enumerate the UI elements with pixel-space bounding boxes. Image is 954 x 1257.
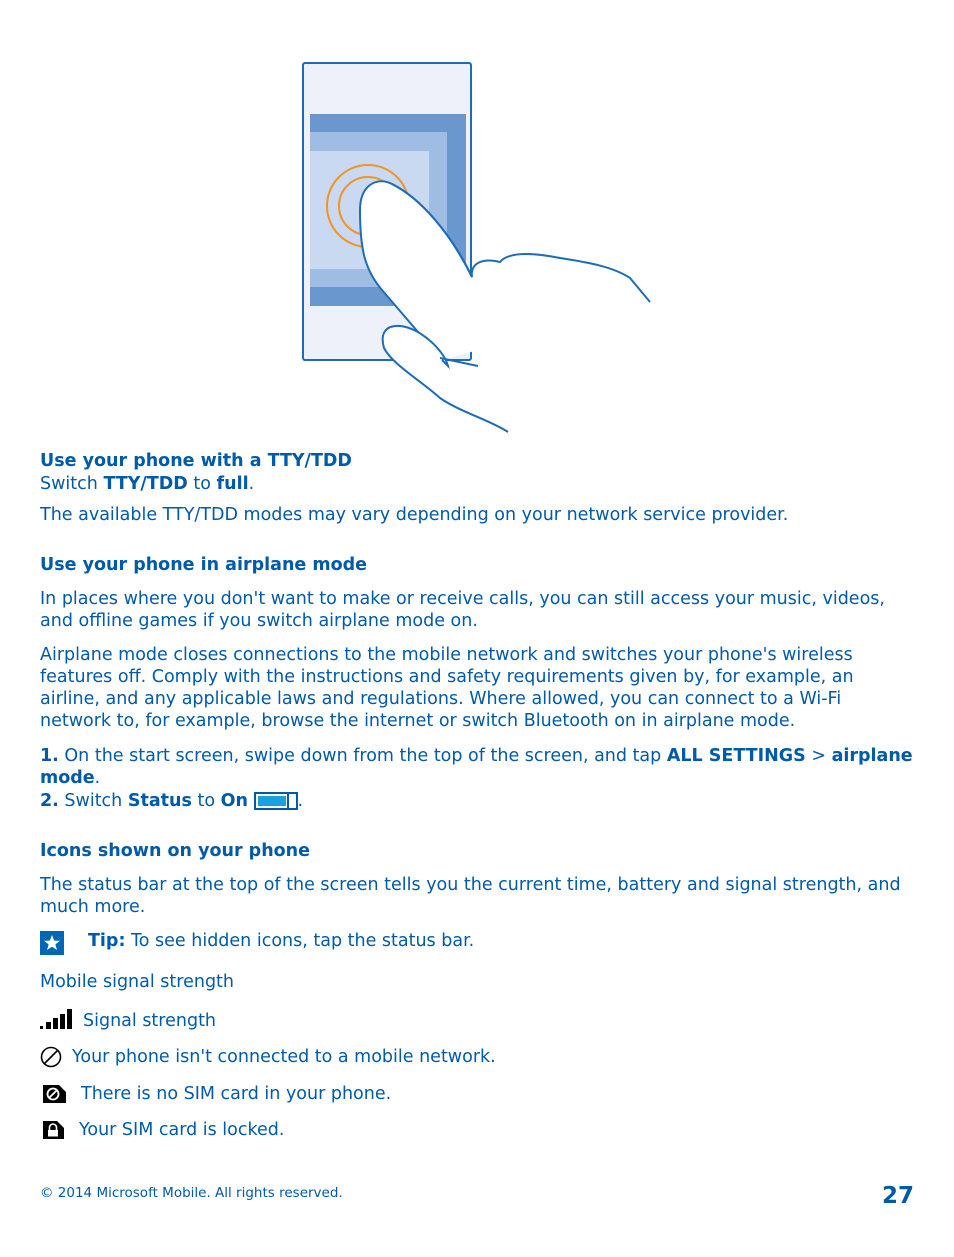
airplane-step-2: 2. Switch Status to On . xyxy=(40,791,304,811)
icon-list-item xyxy=(40,1010,216,1032)
icon-list-item xyxy=(40,1083,391,1105)
signal-subheading: Mobile signal strength xyxy=(40,972,235,992)
tty-instruction: Switch TTY/TDD to full. xyxy=(40,474,255,494)
tty-heading: Use your phone with a TTY/TDD xyxy=(40,451,352,471)
no-network-icon xyxy=(40,1046,62,1068)
toggle-on-icon xyxy=(254,792,298,810)
airplane-para-2: Airplane mode closes connections to the mobile network and switches your phone's wireless features off. Comply with the instructions and safety requirements given by, for example, an airline, and any applicable laws and regulations. Where allowed, you can connect to a Wi-Fi network to, for example, browse the internet or switch Bluetooth on in airplane mode. xyxy=(40,645,854,731)
icons-intro: The status bar at the top of the screen tells you the current time, battery and signal strength, and much more. xyxy=(40,875,901,917)
icon-list-item xyxy=(40,1046,496,1068)
tip xyxy=(40,930,474,952)
icons-heading: Icons shown on your phone xyxy=(40,841,311,861)
airplane-para-1: In places where you don't want to make or receive calls, you can still access your music, videos, and offline games if you switch airplane mode on. xyxy=(40,589,885,631)
tty-note: The available TTY/TDD modes may vary depending on your network service provider. xyxy=(40,505,789,525)
tip-star-icon xyxy=(40,931,64,955)
icon-description: Signal strength xyxy=(83,1011,217,1031)
icon-description: Your phone isn't connected to a mobile network. xyxy=(72,1047,496,1067)
airplane-heading: Use your phone in airplane mode xyxy=(40,555,368,575)
icon-list-item xyxy=(40,1119,284,1141)
no-sim-icon xyxy=(42,1083,68,1105)
tap-gesture-illustration xyxy=(0,0,954,440)
page-number: 27 xyxy=(881,1183,914,1209)
airplane-step-1: 1. On the start screen, swipe down from the top of the screen, and tap ALL SETTINGS > airplane mode. xyxy=(40,746,913,788)
icon-description: There is no SIM card in your phone. xyxy=(81,1084,392,1104)
tip-label: Tip: xyxy=(88,931,126,951)
tip-text: To see hidden icons, tap the status bar. xyxy=(131,931,475,951)
signal-bars-icon xyxy=(40,1009,74,1031)
icon-description: Your SIM card is locked. xyxy=(79,1120,285,1140)
sim-locked-icon xyxy=(42,1119,66,1141)
copyright: © 2014 Microsoft Mobile. All rights reserved. xyxy=(40,1185,343,1201)
